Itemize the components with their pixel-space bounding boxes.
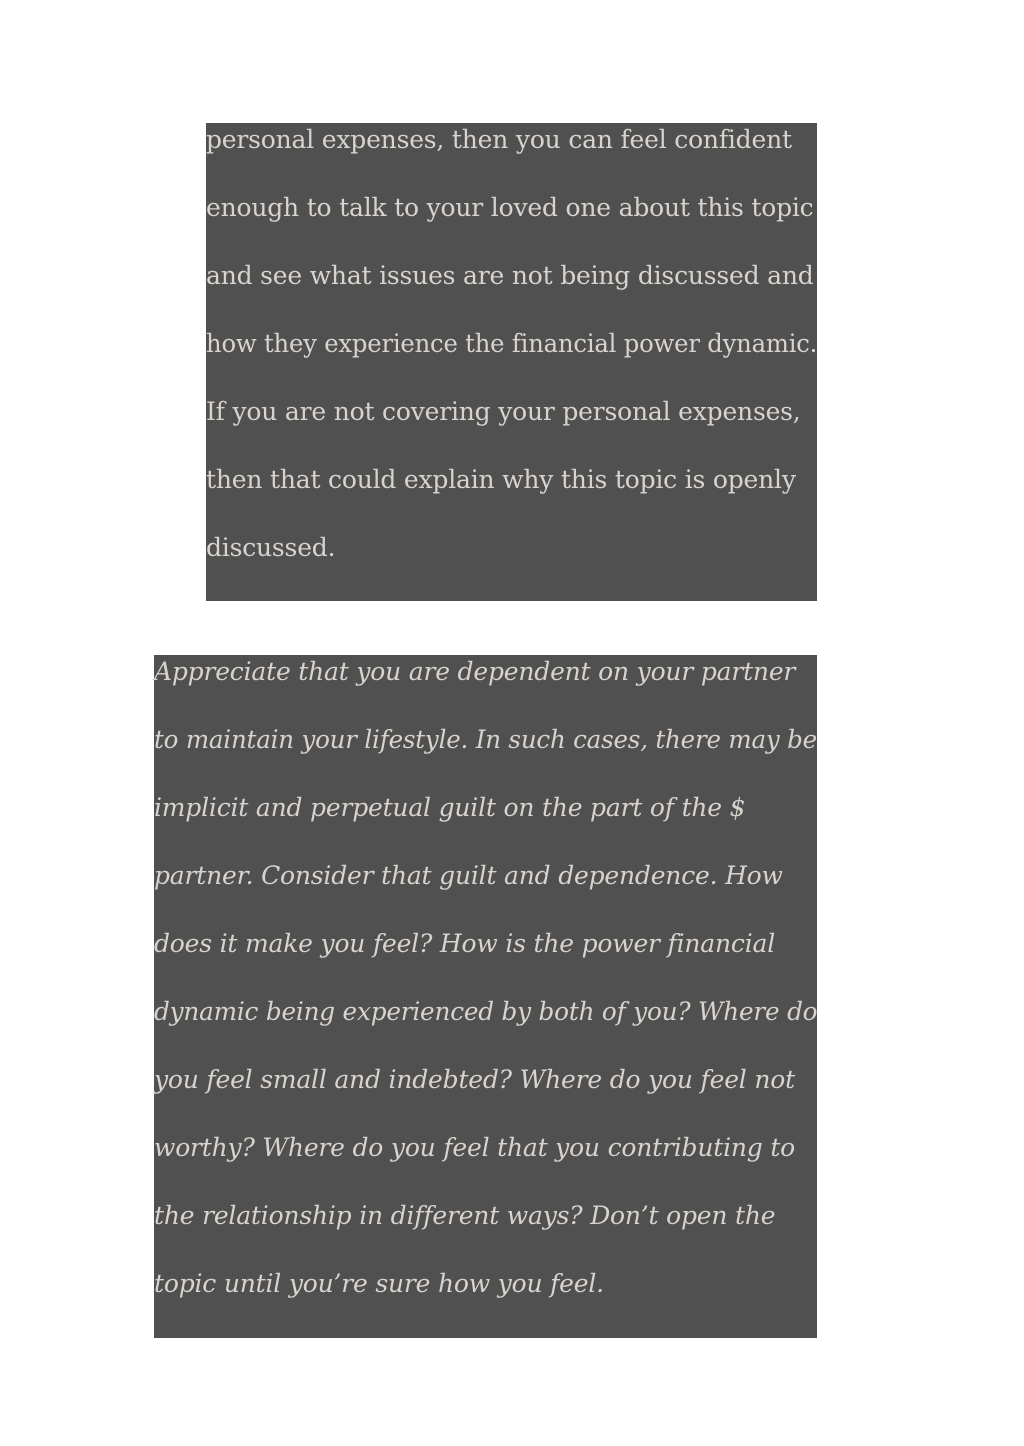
text-line: the relationship in different ways? Don’t open the xyxy=(154,1201,776,1230)
text-line: topic until you’re sure how you feel. xyxy=(154,1269,604,1298)
text-line: dynamic being experienced by both of you? Where do xyxy=(154,997,818,1026)
text-line: Appreciate that you are dependent on your partner xyxy=(154,657,796,686)
text-line: worthy? Where do you feel that you contributing to xyxy=(154,1133,796,1162)
text-line: enough to talk to your loved one about this topic xyxy=(206,193,814,222)
text-line: to maintain your lifestyle. In such cases, there may be xyxy=(154,725,817,754)
text-block-2 xyxy=(154,655,817,1338)
text-line: If you are not covering your personal expenses, xyxy=(206,397,801,426)
text-line: implicit and perpetual guilt on the part of the $ xyxy=(154,793,746,822)
text-line: how they experience the financial power dynamic. xyxy=(206,329,818,358)
text-line: and see what issues are not being discussed and xyxy=(206,261,814,290)
text-line: discussed. xyxy=(206,533,336,562)
text-line: partner. Consider that guilt and dependence. How xyxy=(154,861,783,890)
text-line: then that could explain why this topic is openly xyxy=(206,465,796,494)
text-line: personal expenses, then you can feel confident xyxy=(206,125,792,154)
text-line: does it make you feel? How is the power financial xyxy=(154,929,775,958)
text-line: you feel small and indebted? Where do you feel not xyxy=(154,1065,795,1094)
text-block-1 xyxy=(206,123,817,601)
